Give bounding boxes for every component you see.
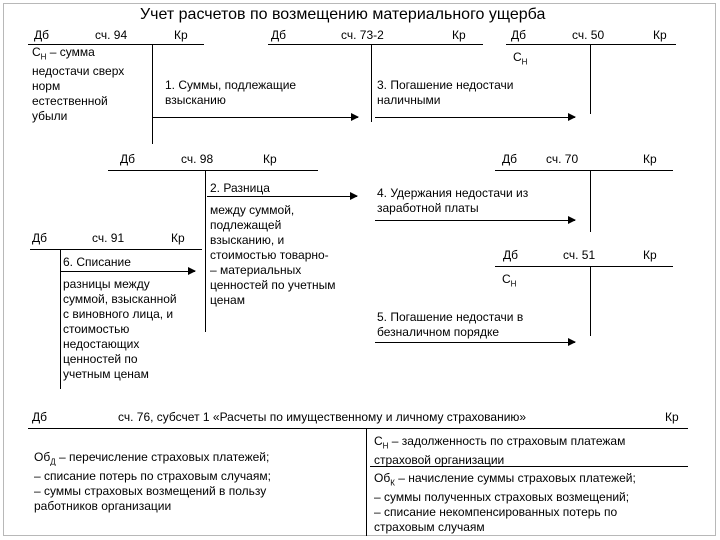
- entry-2-label: 2. Разница: [210, 181, 270, 195]
- acc98-name: сч. 98: [181, 152, 214, 166]
- acc70-name: сч. 70: [546, 152, 579, 166]
- acc51-debit: Дб: [503, 248, 518, 262]
- acc91-t-divider: [60, 249, 61, 389]
- entry-5-label: 5. Погашение недостачи в безналичном порядке: [377, 310, 524, 339]
- acc50-credit: Кр: [653, 28, 667, 42]
- acc732-name: сч. 73-2: [341, 28, 384, 42]
- acc76-name: сч. 76, субсчет 1 «Расчеты по имущественному и личному страхованию»: [118, 410, 527, 424]
- acc51-t-line: [495, 266, 673, 267]
- acc76-debit-turnover: $Об_Д$ – перечисление страховых платежей; – списание потерь по страховым случаям; – суммы страховых возмещений в пользу работников организации: [34, 450, 271, 514]
- acc732-credit: Кр: [452, 28, 466, 42]
- acc98-debit: Дб: [120, 152, 135, 166]
- acc50-name: сч. 50: [572, 28, 605, 42]
- acc70-t-divider: [590, 170, 591, 232]
- acc91-name: сч. 91: [92, 231, 125, 245]
- acc50-balance: $С_Н$: [513, 50, 528, 67]
- acc94-credit: Кр: [174, 28, 188, 42]
- acc70-credit: Кр: [643, 152, 657, 166]
- entry-4-arrow: [375, 220, 575, 221]
- diagram-title: Учет расчетов по возмещению материального ущерба: [140, 6, 546, 23]
- entry-6-arrow: [60, 271, 195, 272]
- acc91-t-line: [30, 249, 202, 250]
- acc76-t-line: [28, 428, 688, 429]
- acc91-credit: Кр: [171, 231, 185, 245]
- acc51-balance: $С_Н$: [502, 272, 517, 289]
- acc91-debit: Дб: [32, 231, 47, 245]
- acc51-name: сч. 51: [563, 248, 596, 262]
- acc76-debit: Дб: [32, 410, 47, 424]
- acc51-credit: Кр: [643, 248, 657, 262]
- acc94-t-divider: [152, 44, 153, 144]
- acc50-debit: Дб: [511, 28, 526, 42]
- acc94-debit: Дб: [34, 28, 49, 42]
- acc732-t-divider: [371, 44, 372, 122]
- entry-1-arrow: [153, 117, 358, 118]
- acc76-credit-separator: [370, 466, 688, 467]
- entry-2-text: между суммой, подлежащей взысканию, и стоимостью товарно- – материальных ценностей по учетным ценам: [210, 203, 336, 307]
- acc98-t-line: [108, 170, 318, 171]
- acc732-t-line: [268, 44, 483, 45]
- acc76-credit-turnover: $Об_К$ – начисление суммы страховых платежей; – суммы полученных страховых возмещений; – списание некомпенсированных потерь по страховым случаям: [374, 471, 636, 535]
- acc76-credit: Кр: [665, 410, 679, 424]
- entry-5-arrow: [375, 342, 575, 343]
- acc94-name: сч. 94: [95, 28, 128, 42]
- acc76-credit-side: $С_Н$ – задолженность по страховым платежам страховой организации: [374, 434, 626, 468]
- acc50-t-line: [506, 44, 676, 45]
- entry-3-arrow: [375, 117, 575, 118]
- acc98-credit: Кр: [263, 152, 277, 166]
- acc94-balance: $С_Н$ – сумма недостачи сверх норм естественной убыли: [32, 45, 125, 124]
- entry-6-label: 6. Списание: [63, 255, 131, 269]
- entry-6-text: разницы между суммой, взысканной с виновного лица, и стоимостью недостающих ценностей по учетным ценам: [63, 277, 177, 381]
- acc51-t-divider: [590, 266, 591, 336]
- acc50-t-divider: [590, 44, 591, 114]
- acc98-t-divider: [205, 170, 206, 332]
- acc70-debit: Дб: [502, 152, 517, 166]
- acc732-debit: Дб: [271, 28, 286, 42]
- acc70-t-line: [495, 170, 673, 171]
- acc76-t-divider: [366, 428, 367, 536]
- entry-4-label: 4. Удержания недостачи из заработной платы: [377, 186, 529, 215]
- entry-2-arrow: [207, 196, 357, 197]
- entry-1-label: 1. Суммы, подлежащие взысканию: [165, 78, 297, 107]
- entry-3-label: 3. Погашение недостачи наличными: [377, 78, 514, 107]
